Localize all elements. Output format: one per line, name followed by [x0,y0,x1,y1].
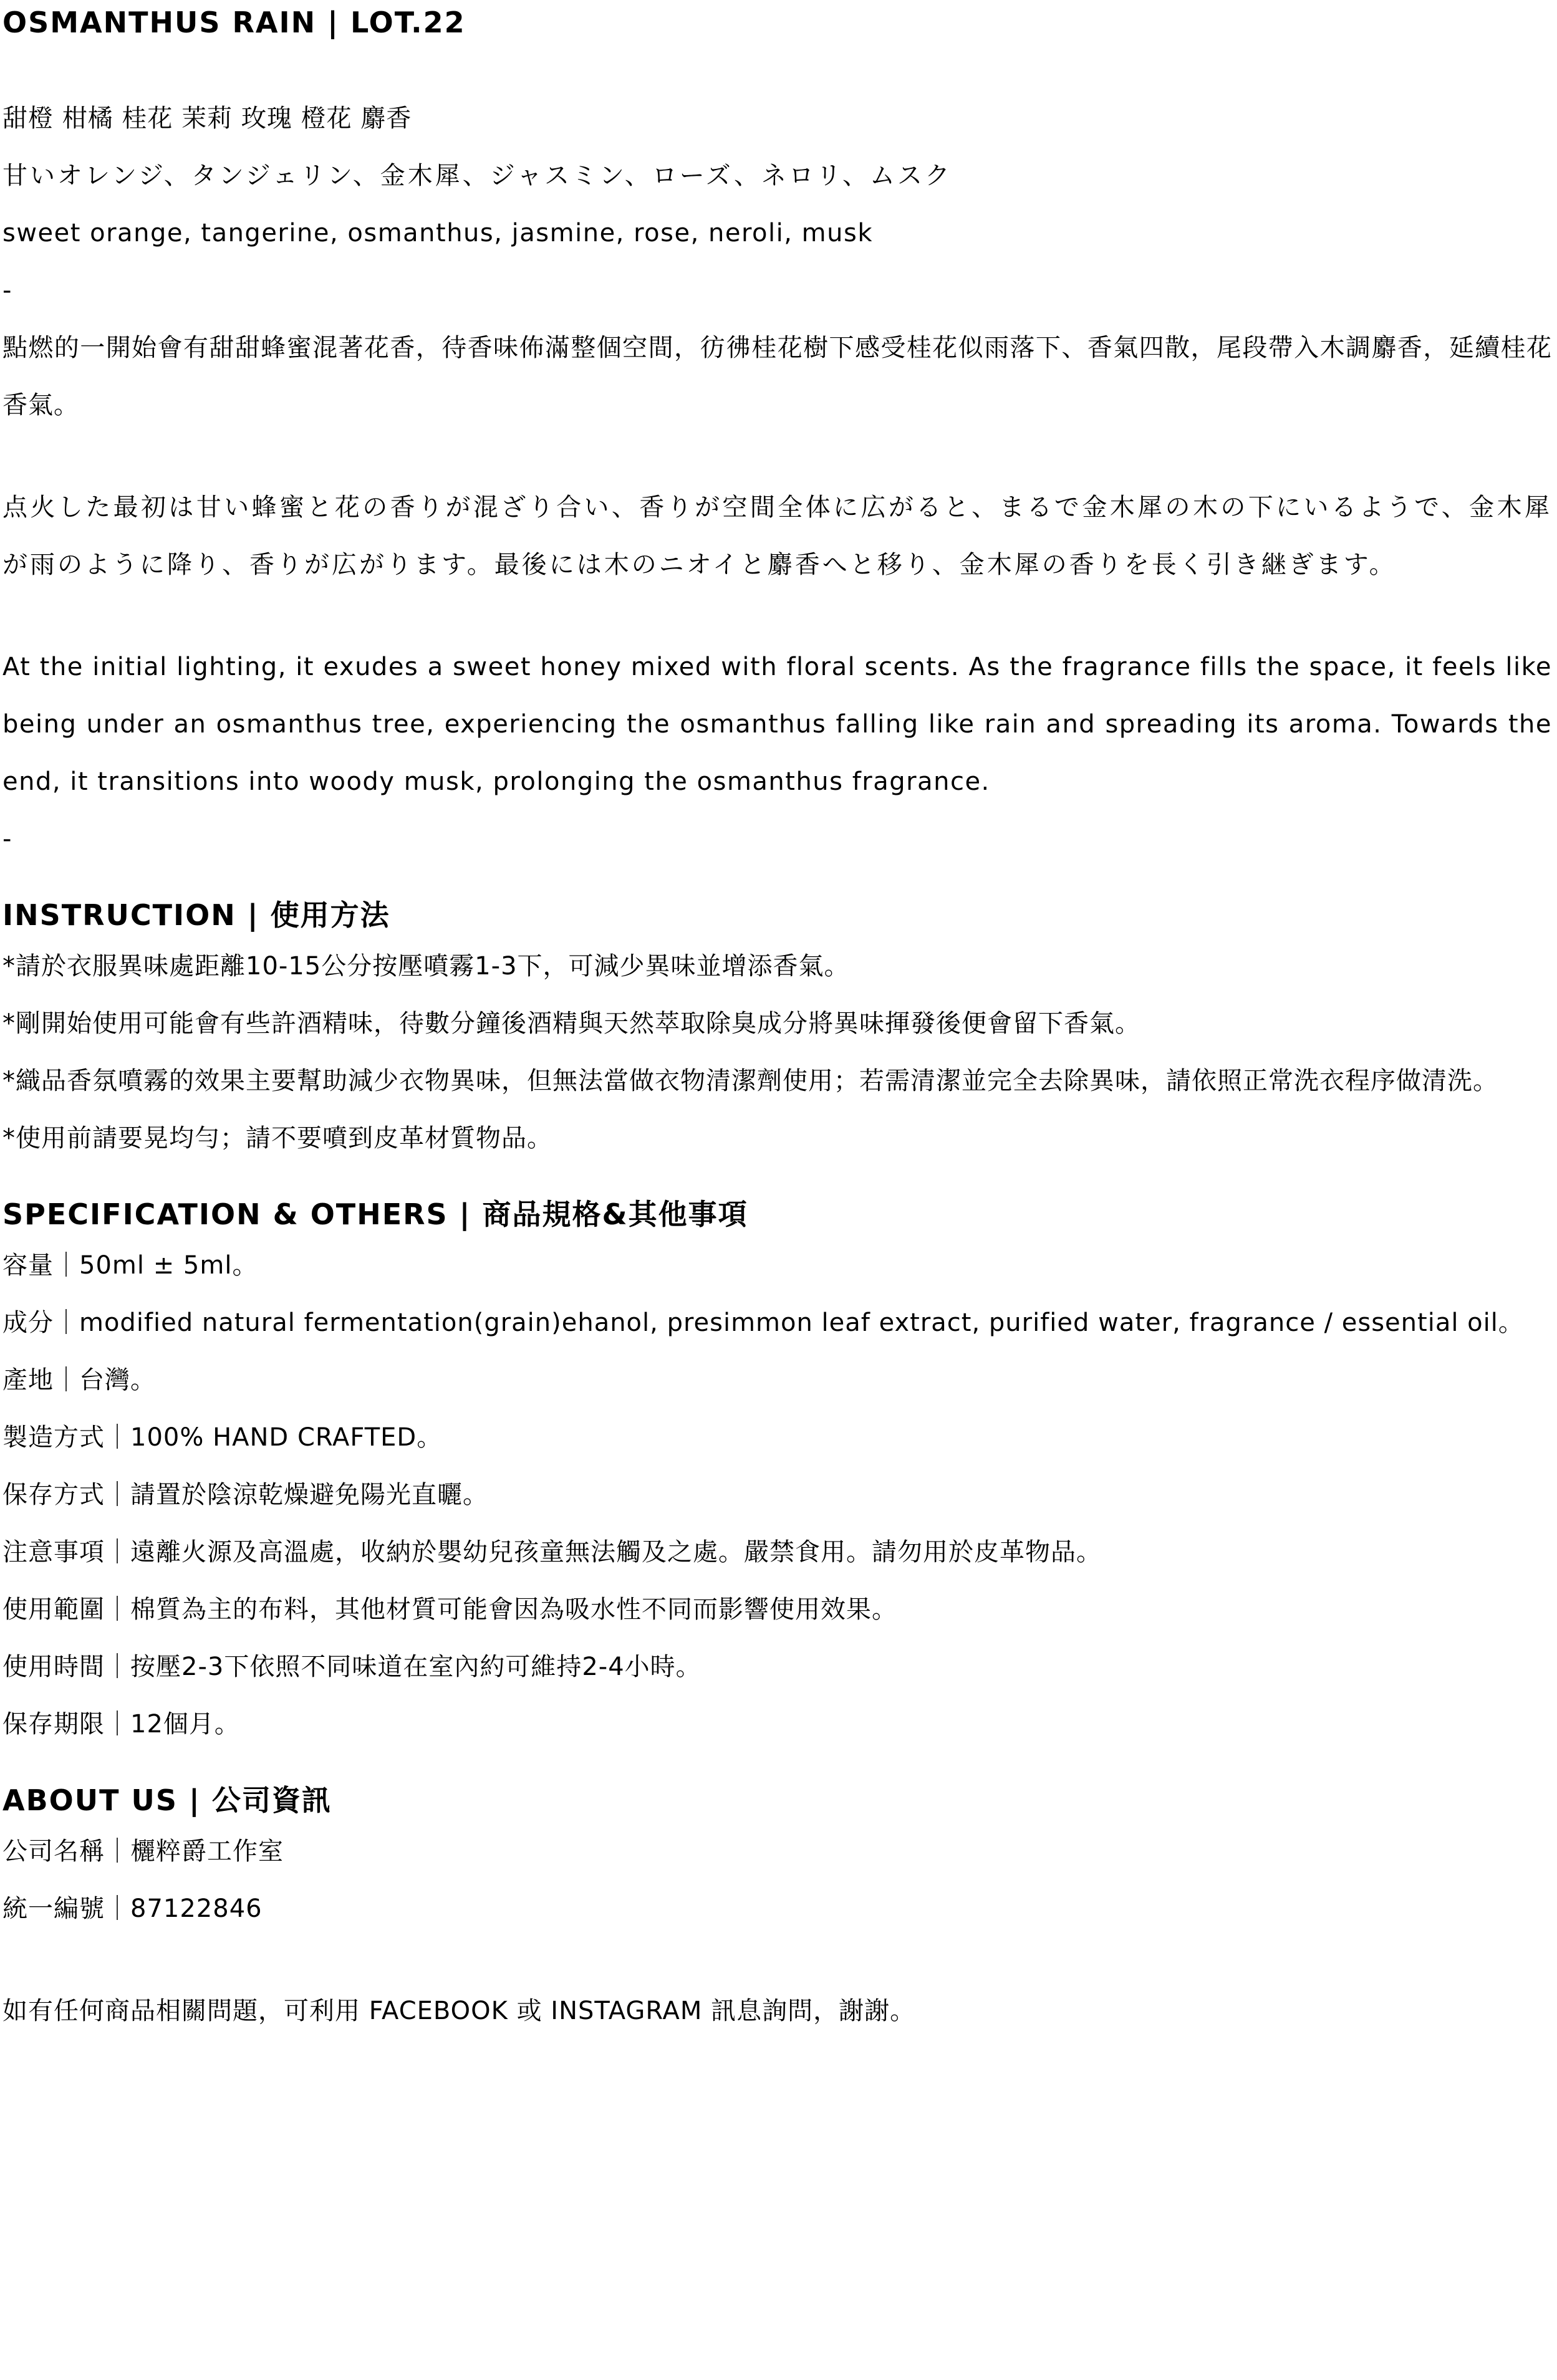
spec-storage: 保存方式｜請置於陰涼乾燥避免陽光直曬。 [2,1480,488,1509]
instruction-item: *剛開始使用可能會有些許酒精味，待數分鐘後酒精與天然萃取除臭成分將異味揮發後便會留下香氣。 [2,1009,1140,1038]
spec-capacity: 容量｜50ml ± 5ml。 [2,1251,258,1280]
spec-shelf-life: 保存期限｜12個月。 [2,1710,240,1739]
instruction-item: *織品香氛噴霧的效果主要幫助減少衣物異味，但無法當做衣物清潔劑使用；若需清潔並完全去除異味，請依照正常洗衣程序做清洗。 [2,1067,1498,1095]
spacer [2,1753,1557,1778]
spec-duration: 使用時間｜按壓2-3下依照不同味道在室內約可維持2-4小時。 [2,1653,701,1681]
spec-origin: 產地｜台灣。 [2,1366,156,1394]
description-en: At the initial lighting, it exudes a sweet honey mixed with floral scents. As the fragrance fills the space, it feels like being under an osmanthus tree, experiencing the osmanthus falling like rain and spreading its aroma. Towards the end, it transitions into woody musk, prolonging the osmanthus fragrance. [2,653,1552,796]
instruction-heading: INSTRUCTION | 使用方法 [2,898,390,932]
spacer [2,593,1557,638]
specification-heading: SPECIFICATION & OTHERS | 商品規格&其他事項 [2,1197,748,1231]
notes-jp: 甘いオレンジ、タンジェリン、金木犀、ジャスミン、ローズ、ネロリ、ムスク [2,161,952,190]
product-title: OSMANTHUS RAIN | LOT.22 [2,6,466,39]
spacer [2,1937,1557,1982]
notes-zh: 甜橙 柑橘 桂花 茉莉 玫瑰 橙花 麝香 [2,104,412,133]
instruction-item: *請於衣服異味處距離10-15公分按壓噴霧1-3下，可減少異味並增添香氣。 [2,952,850,981]
footer-contact-note: 如有任何商品相關問題，可利用 FACEBOOK 或 INSTAGRAM 訊息詢問，謝謝。 [2,1997,916,2025]
spacer [2,868,1557,893]
spec-caution: 注意事項｜遠離火源及高溫處，收納於嬰幼兒孩童無法觸及之處。嚴禁食用。請勿用於皮革物品。 [2,1538,1102,1567]
about-tax-id: 統一編號｜87122846 [2,1894,263,1923]
description-jp: 点火した最初は甘い蜂蜜と花の香りが混ざり合い、香りが空間全体に広がると、まるで金木犀の木の下にいるようで、金木犀が雨のように降り、香りが広がります。最後には木のニオイと麝香へと移り、金木犀の香りを長く引き継ぎます。 [2,493,1552,579]
spec-ingredients: 成分｜modified natural fermentation(grain)ehanol, presimmon leaf extract, purified water, fragrance / essential oil。 [2,1308,1524,1337]
spacer [2,45,1557,90]
notes-en: sweet orange, tangerine, osmanthus, jasmine, rose, neroli, musk [2,219,874,247]
description-zh: 點燃的一開始會有甜甜蜂蜜混著花香，待香味佈滿整個空間，彷彿桂花樹下感受桂花似雨落下、香氣四散，尾段帶入木調麝香，延續桂花香氣。 [2,333,1552,420]
spec-manufacturing: 製造方式｜100% HAND CRAFTED。 [2,1423,443,1452]
about-company-name: 公司名稱｜欐粹爵工作室 [2,1837,284,1866]
about-heading: ABOUT US | 公司資訊 [2,1783,332,1817]
spacer [2,1167,1557,1192]
instruction-item: *使用前請要晃均勻；請不要噴到皮革材質物品。 [2,1124,552,1153]
spacer [2,434,1557,479]
separator-dash: - [2,276,12,305]
spec-scope: 使用範圍｜棉質為主的布料，其他材質可能會因為吸水性不同而影響使用效果。 [2,1595,897,1624]
separator-dash: - [2,825,12,853]
